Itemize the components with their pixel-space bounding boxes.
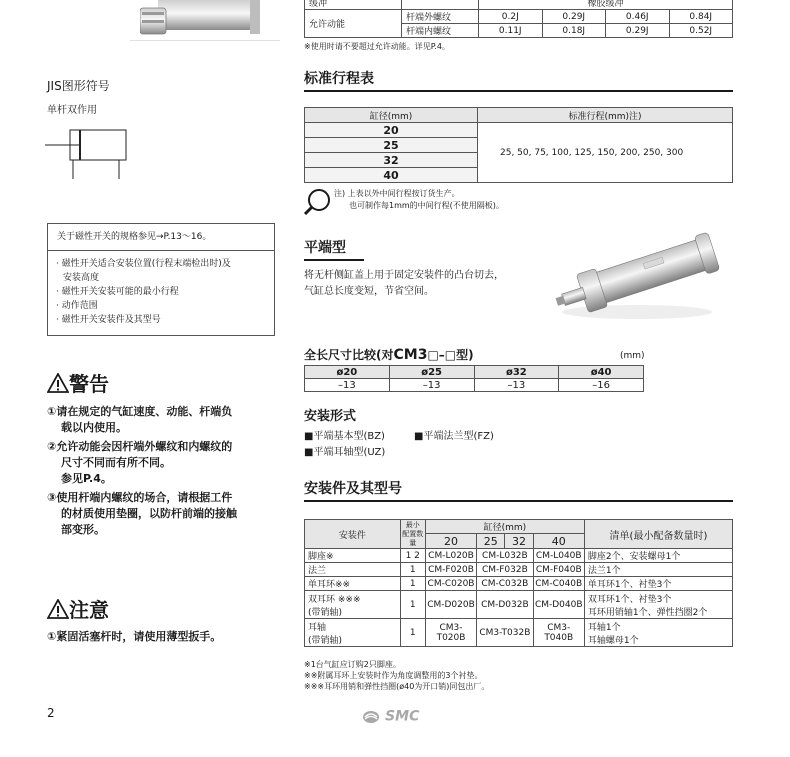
acc-model-32: CM-L032B [477,549,533,563]
acc-item-name: 双耳环 ※※※ (带销轴) [305,591,401,619]
stroke-col-stroke: 标准行程(mm)注) [478,108,733,123]
smc-logo-mark-icon [362,708,380,726]
acc-item-name: 脚座※ [305,549,401,563]
compare-header: ø20 [305,366,390,379]
caution-triangle-icon [47,599,69,619]
magnet-item: · 磁性开关适合安装位置(行程末端检出时)及 [56,259,231,269]
int-energy-32: 0.29J [606,24,670,38]
acc-col-qty: 最小 配置数量 [400,520,425,549]
compare-value: –16 [559,379,644,392]
compare-value: –13 [389,379,474,392]
magnet-item: · 动作范围 [56,301,98,311]
acc-item-list: 双耳环1个、衬垫3个 耳环用销轴1个、弹性挡圈2个 [584,591,732,619]
jis-symbol-title: JIS图形符号 [47,79,110,93]
acc-item-qty: 1 [400,591,425,619]
acc-col-item: 安装件 [305,520,401,549]
acc-note: ※※附属耳环上安装时作为角度调整用的3个衬垫。 [304,671,483,680]
acc-model-32: CM-C032B [477,577,533,591]
warning-item-1: ①请在规定的气缸速度、动能、杆端负 载以内使用。 [47,405,233,434]
acc-note: ※※※耳环用销和弹性挡圈(ø40为开口销)同包出厂。 [304,682,490,691]
acc-col-bore: 缸径(mm) [425,520,584,534]
length-compare-table [304,365,644,392]
acc-model-32: CM-D032B [477,591,533,619]
caution-title: 注意 [47,594,273,623]
bore-cell: 40 [305,168,478,183]
magnifier-icon [303,187,333,217]
compare-header: ø32 [474,366,559,379]
cushion-label: 缓冲 [305,0,402,10]
accessories-notes [304,659,489,692]
flat-type-heading: 平端型 [304,237,364,261]
warning-item-2: ②允许动能会因杆端外螺纹和内螺纹的 尺寸不同而有所不同。 参见P.4。 [47,440,233,485]
acc-item-list: 单耳环1个、衬垫3个 [584,577,732,591]
bore-cell: 25 [305,138,478,153]
image-shadow [130,40,280,41]
acc-bore-20: 20 [425,534,476,549]
acc-item-name: 单耳环※※ [305,577,401,591]
acc-model-40: CM-D040B [533,591,584,619]
acc-item-list: 脚座2个、安装螺母1个 [584,549,732,563]
energy-note: ※使用时请不要超过允许动能。详见P.4。 [304,42,450,51]
stroke-heading: 标准行程表 [304,68,733,92]
int-energy-25: 0.18J [542,24,606,38]
acc-bore-40: 40 [533,534,584,549]
compare-header: ø40 [559,366,644,379]
male-thread-label: 杆端外螺纹 [402,10,479,24]
acc-col-list: 清单(最小配备数量时) [584,520,732,549]
acc-item-qty: 1 [400,619,425,647]
acc-item-qty: 1 [400,577,425,591]
acc-model-32: CM-F032B [477,563,533,577]
acc-item-name: 耳轴 (带销轴) [305,619,401,647]
stroke-note-1: 注) 上表以外中间行程按订货生产。 [334,189,460,198]
stroke-col-bore: 缸径(mm) [305,108,478,123]
warning-title: 警告 [47,368,273,397]
compare-title: 全长尺寸比较(对CM3□–□型) [304,347,474,363]
warning-triangle-icon [47,373,69,393]
magnet-switch-header: 关于磁性开关的规格参见→P.13～16。 [48,224,274,251]
acc-bore-32: 32 [505,534,533,549]
magnet-item: · 磁性开关安装可能的最小行程 [56,287,179,297]
ext-energy-25: 0.29J [542,10,606,24]
compare-value: –13 [305,379,390,392]
page-number: 2 [47,706,55,720]
accessories-heading: 安装件及其型号 [304,478,733,502]
compare-value: –13 [474,379,559,392]
acc-model-20: CM3-T020B [425,619,476,647]
flat-cylinder-image [552,232,722,322]
warning-section [47,368,273,541]
mounting-item-uz: ■平端耳轴型(UZ) [304,447,386,458]
int-energy-40: 0.52J [669,24,733,38]
acc-item-qty: 1 [400,563,425,577]
cylinder-product-image-top [140,0,260,40]
acc-model-40: CM-C040B [533,577,584,591]
cushion-value: 橡胶缓冲 [479,0,733,10]
ext-energy-40: 0.84J [669,10,733,24]
acc-item-name: 法兰 [305,563,401,577]
ext-energy-20: 0.2J [479,10,543,24]
caution-section [47,594,273,648]
acc-model-20: CM-D020B [425,591,476,619]
acc-model-20: CM-F020B [425,563,476,577]
bore-cell: 32 [305,153,478,168]
warning-item-3: ③使用杆端内螺纹的场合，请根据工件 的材质使用垫圈，以防杆前端的接触 部变形。 [47,491,237,536]
stroke-values: 25, 50, 75, 100, 125, 150, 200, 250, 300 [478,123,733,183]
bore-cell: 20 [305,123,478,138]
acc-note: ※1台气缸应订购2只脚座。 [304,660,401,669]
stroke-table [304,107,733,183]
stroke-note-2: 也可制作每1mm的中间行程(不使用隔板)。 [349,201,504,210]
acc-model-20: CM-C020B [425,577,476,591]
magnet-switch-box [47,223,275,336]
acc-model-20: CM-L020B [425,549,476,563]
kinetic-energy-table [304,0,733,38]
acc-item-qty: 1 2 [400,549,425,563]
acc-model-40: CM-F040B [533,563,584,577]
compare-header: ø25 [389,366,474,379]
magnet-item: 安装高度 [63,273,100,283]
jis-symbol-subtitle: 单杆双作用 [47,105,97,116]
acc-model-32: CM3-T032B [477,619,533,647]
acc-model-40: CM-L040B [533,549,584,563]
allowable-energy-label: 允许动能 [305,10,402,38]
acc-model-40: CM3-T040B [533,619,584,647]
mounting-item-bz: ■平端基本型(BZ) [304,431,385,442]
smc-logo: SMC [362,706,419,726]
mounting-heading: 安装形式 [304,409,357,424]
jis-cylinder-symbol [45,127,130,182]
ext-energy-32: 0.46J [606,10,670,24]
int-energy-20: 0.11J [479,24,543,38]
caution-item-1: ①紧固活塞杆时，请使用薄型扳手。 [47,630,222,643]
magnet-item: · 磁性开关安装件及其型号 [56,315,161,325]
accessories-table [304,519,733,647]
compare-unit: (mm) [620,351,645,361]
acc-bore-25: 25 [477,534,505,549]
female-thread-label: 杆端内螺纹 [402,24,479,38]
mounting-item-fz: ■平端法兰型(FZ) [414,431,494,442]
acc-item-list: 耳轴1个 耳轴螺母1个 [584,619,732,647]
flat-type-description: 将无杆侧缸盖上用于固定安装件的凸台切去， 气缸总长度变短，节省空间。 [304,270,504,297]
acc-item-list: 法兰1个 [584,563,732,577]
